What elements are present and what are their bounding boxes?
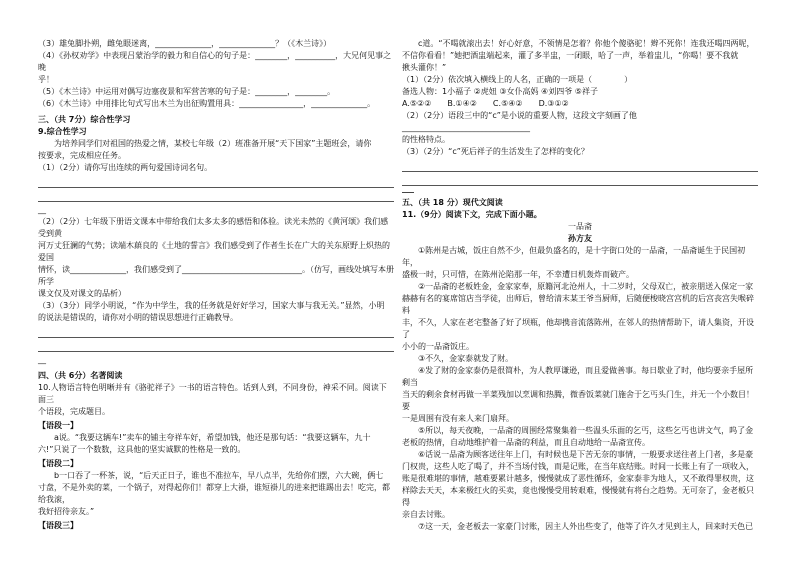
passage-3-line1: c道。“不喝就滚出去！好心好意，不领情是怎着？你他个傻骆驼！辫不死你！连我还喝四两呢， (418, 39, 755, 48)
question-9-part1: （1）（2分）请你写出连续的两句爱国诗词名句。 (38, 163, 213, 172)
article-author: 孙方友 (568, 234, 592, 243)
question-9-intro-line1: 为培养同学们对祖国的热爱之情，某校七年级（2）班准备开展“天下国家”主题班会，请你 (54, 139, 372, 148)
question-10-part3: （3）（2分）“c”死后祥子的生活发生了怎样的变化？ (402, 147, 589, 156)
article-para-6-line3: 账是很难堪的事情，越难要累计越多，慢慢就成了恶性循环，金家泰非为地人，又不敢得罪权贵，这 (402, 474, 754, 483)
right-column (402, 38, 758, 533)
section-4-heading: 四、（共 6分）名著阅读 (38, 371, 123, 380)
answer-line[interactable] (38, 341, 394, 352)
article-para-5-line2: 老板的热情，自动地维护着一品斋的利益，而且自动地给一品斋宣传。 (402, 438, 650, 447)
article-para-2-line1: ②一品斋的老板姓金，金家家奉，原籍河北沧州人，十二岁时，父母双亡，被亲朋送入保定一家 (418, 282, 754, 291)
question-4-line2: 乎！ (38, 75, 54, 84)
question-3: （3）雄兔脚扑朔，雌兔眼迷离，______________，______________？（《木兰诗》） (38, 39, 332, 48)
question-9-part3-line1: （3）（3分）同学小明说，“作为中学生，我的任务就是好好学习，国家大事与我无关。”显然，小明 (38, 301, 385, 310)
question-10-part1-options: 备选人物：1小福子 ②虎妞 ③女仆高妈 ④刘四爷 ⑤祥子 (402, 87, 598, 96)
question-10-line1: 10.人物语言特色明晰并有《骆驼祥子》一书的语言特色。话到人到，不同身份，神采不同。阅读下面三 (38, 383, 387, 404)
question-10-line2: 个语段，完成题目。 (38, 407, 110, 416)
article-para-5-line1: ⑤所以，每天夜晚，一品斋的周围经常聚集着一些温头乐面的乞丐，这些乞丐也讲文气，呜了金 (418, 426, 754, 435)
answer-line[interactable] (402, 161, 758, 172)
passage-2-line3: 我好招待亲友。” (38, 507, 95, 516)
answer-line[interactable] (38, 191, 394, 202)
article-para-4-line2: 当天的剩余食材再做一半菜残加以烹调和热腾，微香饭菜就门施舍于乞丐头门生，并无一个小数目！要 (402, 390, 754, 411)
passage-3-tag: 【语段三】 (38, 521, 78, 530)
section-5-heading: 五、（共 18 分）现代文阅读 (402, 198, 503, 207)
question-9-part2-line1: （2）（2分）七年级下册语文课本中带给我们太多太多的感悟和体验。读光未然的《黄河颂》我们感受到黄 (38, 217, 389, 238)
dash-marker: __ (38, 355, 46, 364)
article-para-6-line5: 亲自去讨账。 (402, 510, 450, 519)
question-10-part2: （2）（2分）语段三中的“c”是小说的重要人物，这段文字刻画了他________________________________ (402, 111, 637, 132)
passage-2-tag: 【语段二】 (38, 459, 78, 468)
dash-marker: __ (38, 205, 46, 214)
question-4-line1: （4）《孙权劝学》中表现吕蒙治学的毅力和自信心的句子是：________，__________，大兄何见事之晚 (38, 51, 392, 72)
answer-line[interactable] (38, 327, 394, 338)
question-10-part1: （1）（2分）依次填入横线上的人名，正确的一项是（ ） (402, 75, 633, 84)
question-6: （6）《木兰诗》中用排比句式写出木兰为出征购置用具：________________，______________。 (38, 99, 376, 108)
question-9-part3-line2: 的说法是错误的，请你对小明的错误思想进行正确教导。 (38, 313, 238, 322)
passage-2-line2: 寸盘，不是外卖的菜，一个锅子，对得起你们！都穿上大褂，谁短褂儿的进来把谁踢出去！吃完，都给我滚， (38, 483, 390, 504)
passage-3-line2: 不信你看看！”她把酒盅端起来，灌了多半盅，一闭眼，哈了一声，举着盅儿，“你喝！要不我就 (402, 51, 739, 60)
article-para-6-line4: 样除去天天，本来极红火的买卖，竟也慢慢受用转艰难，慢慢就有将台之趋势。无可奈了，金老板只得 (402, 486, 754, 507)
article-para-1-line2: 盛极一时，只可惜，在陈州沦陷那一年，不幸遭日机轰炸而破产。 (402, 270, 634, 279)
answer-line[interactable] (402, 175, 758, 186)
article-para-7-line1: ⑦这一天，金老板去一家豪门讨账，因主人外出些变了，他等了许久才见到主人，回来时天色已 (418, 522, 754, 531)
divider-dash (402, 192, 414, 193)
section-3-heading: 三、（共 7分）综合性学习 (38, 115, 131, 124)
question-9-intro-line2: 按要求，完成相应任务。 (38, 151, 126, 160)
question-11-title: 11.（9分）阅读下文，完成下面小题。 (402, 210, 542, 219)
question-10-part1-choices: A.⑤②② B.①④② C.⑤④② D.③①② (402, 99, 569, 108)
article-para-2-line2: 赫赫有名的宴席馆店当学徒，出师后，曾给清末某王爷当厨师，后随便梭晓宫宫机的后宫丧宫失喉碎料 (402, 294, 754, 315)
question-9-title: 9.综合性学习 (38, 127, 87, 136)
article-para-2-line4: 小小的一品斋饭庄。 (402, 342, 474, 351)
passage-2-line1: b一口吞了一杯茶，说，“后天正日子，谁也不准拉车，早八点半，先给你们摆，六大碗，俩七 (54, 471, 384, 480)
question-9-part2-line2: 河万丈狂澜的气势；读端木蕻良的《土地的誓言》我们感受到了作者生长在广大的关东原野上炽热的爱国 (38, 241, 390, 262)
passage-1-line2: 六!”只说了一个数数，这具他的坚实诚默的性格是一致的。 (38, 445, 246, 454)
article-para-4-line3: 一是周围有没有来人来门扇拜。 (402, 414, 514, 423)
question-9-part2-line4: 课文仅及对课文的品析） (38, 289, 126, 298)
passage-3-line3: 揪头灌你！” (402, 63, 447, 72)
left-column (38, 38, 394, 532)
article-para-6-line2: 门权贵，这些人吃了喝了，并不当场付钱，而是记账，在当年底结账。时间一长账上有了一项收入， (402, 462, 754, 471)
article-para-1-line1: ①陈州是古城，饭庄自然不少，但最负盛名的，是十字街口处的一品斋，一品斋诞生于民国初年， (402, 246, 746, 267)
article-para-3: ③不久，金家泰就发了财。 (418, 354, 514, 363)
question-9-part2-line3: 情怀，读______________，我们感受到了______________________________。（仿写，画线处填写本册所学 (38, 265, 394, 286)
question-5: （5）《木兰诗》中运用对偶写边塞夜景和军营苦寒的句子是：________，________。 (38, 87, 336, 96)
answer-line[interactable] (38, 177, 394, 188)
passage-1-line1: a说。“我要这辆车!”卖车的铺主夸祥车好，希望加钱，他还是那句话：“我要这辆车，九十 (54, 433, 371, 442)
question-10-part2-tail: 的性格特点。 (402, 135, 450, 144)
article-para-4-line1: ④发了财的金家泰仍是很简朴，为人教厚谦逊，而且爱做善事。每日歇业了时，他均要亲手屋所剩当 (402, 366, 754, 387)
passage-1-tag: 【语段一】 (38, 421, 78, 430)
article-para-2-line3: 丰，不久，人家在老宅整备了好了坝瓶，他却携音流落陈州，在邻人的热情帮助下，请人集资，开设了 (402, 318, 754, 339)
article-para-6-line1: ⑥话说一品斋为顾客送往年上门，有时候也是下苦无奈的事情，一般要求送往者上门者，多是豪 (418, 450, 754, 459)
article-title: 一品斋 (568, 222, 592, 231)
